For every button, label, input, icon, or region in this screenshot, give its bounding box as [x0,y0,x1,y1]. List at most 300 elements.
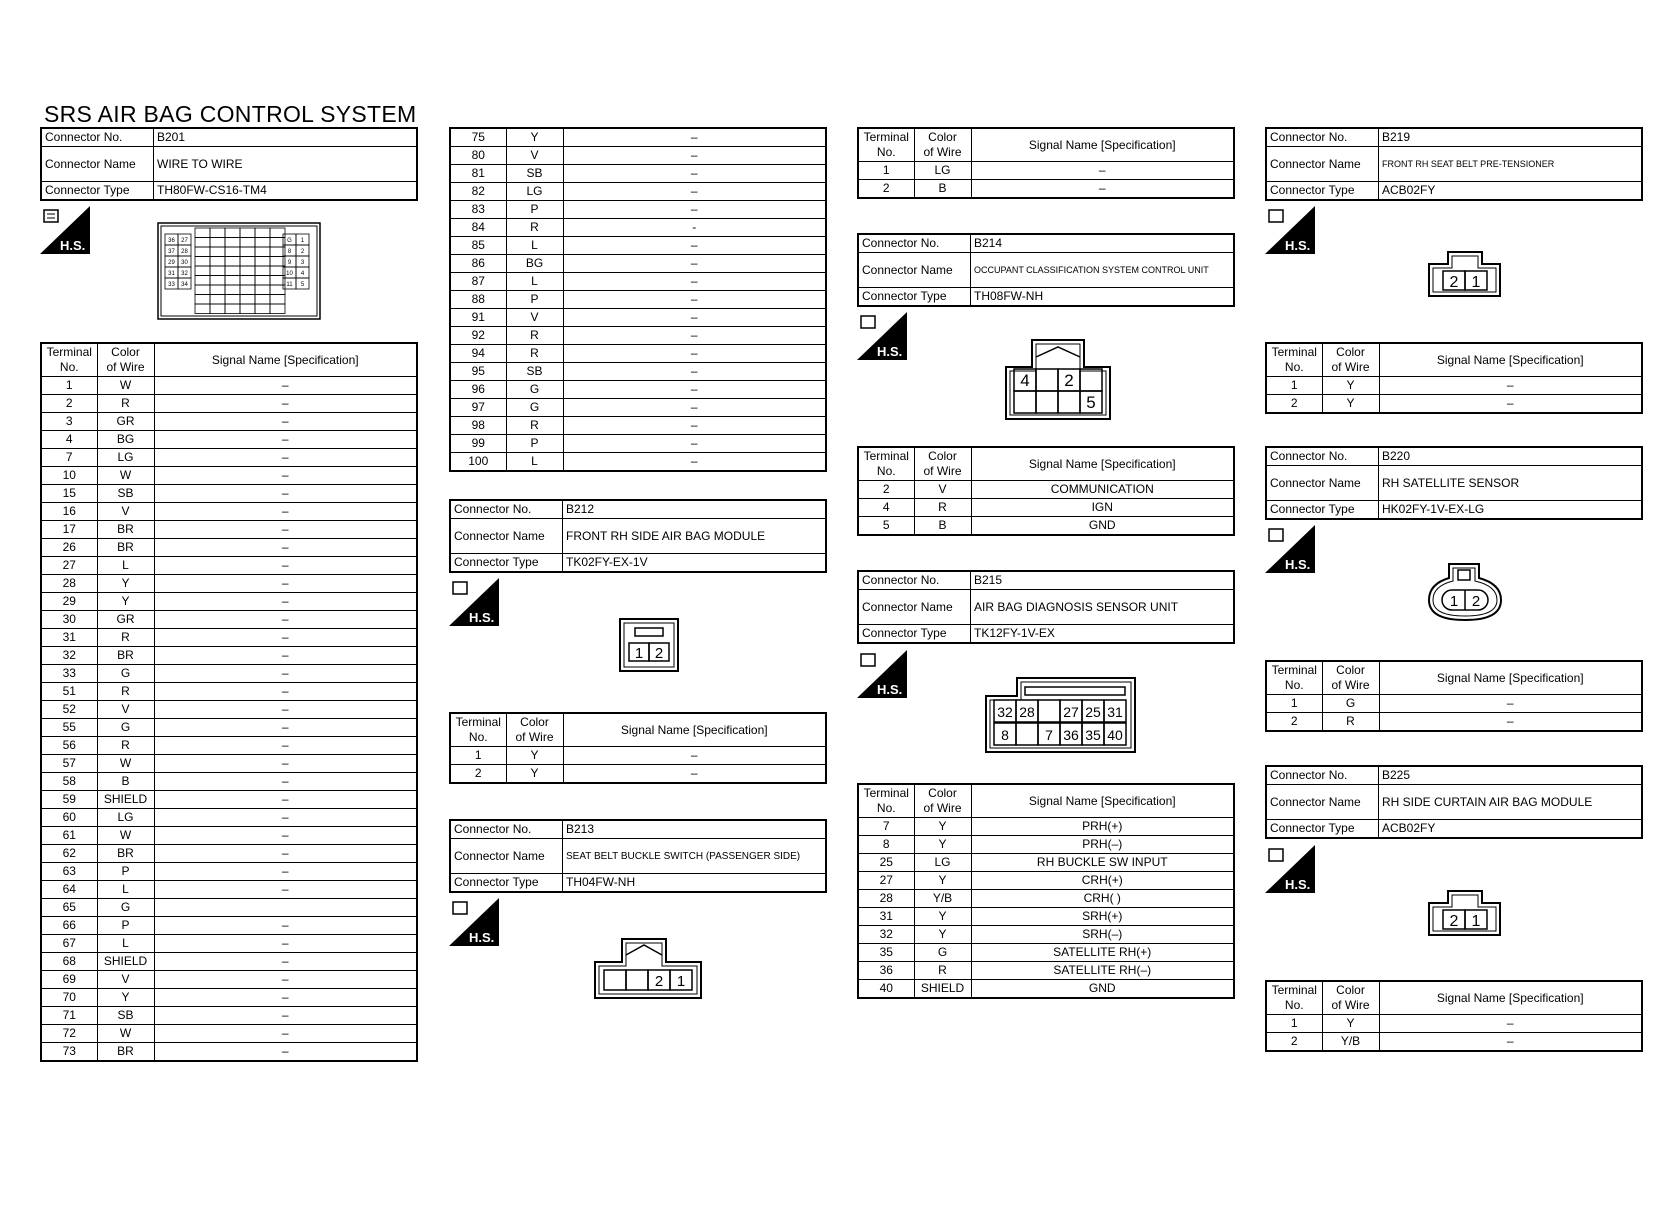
table-row [858,854,1234,872]
table-row [450,417,826,435]
b201-pin-cell [240,276,255,286]
wire-color: G [506,399,563,417]
signal-name: – [1379,1015,1642,1033]
table-row [858,162,1234,180]
signal-name: IGN [971,499,1234,517]
b201-pin-cell [225,304,240,314]
b215-pin: 25 [1085,704,1101,720]
b201-pin-cell [210,247,225,257]
b201-pin: 10 [286,271,293,277]
b201-pin-cell [195,295,210,305]
b201-pin: 33 [168,282,175,288]
b201-no: B201 [154,128,418,147]
table-row [450,435,826,453]
table-row [858,944,1234,962]
terminal-no: 27 [858,872,914,890]
terminal-no: 58 [41,773,97,791]
header-signal: Signal Name [Specification] [971,784,1234,818]
terminal-no: 61 [41,827,97,845]
b215-connector-diagram [985,676,1137,754]
table-row [858,517,1234,536]
header-terminal: Terminal No. [858,128,914,162]
b212-name: FRONT RH SIDE AIR BAG MODULE [563,519,827,554]
b219-name: FRONT RH SEAT BELT PRE-TENSIONER [1379,147,1643,182]
terminal-no: 92 [450,327,506,345]
wire-color: Y [1322,395,1379,414]
label-connector-type: Connector Type [450,874,563,893]
terminal-no: 99 [450,435,506,453]
wire-color: B [97,773,154,791]
b201-pin-cell [270,304,285,314]
signal-name: – [154,863,417,881]
label-connector-type: Connector Type [1266,501,1379,520]
b220-no: B220 [1379,447,1643,466]
terminal-no: 8 [858,836,914,854]
wire-color: R [506,417,563,435]
signal-name: – [154,485,417,503]
b225-connector-diagram [1428,889,1502,937]
terminal-no: 1 [1266,695,1322,713]
b215-pin: 7 [1045,727,1053,743]
hs-label: H.S. [877,682,903,697]
wire-color: BG [97,431,154,449]
signal-name: – [154,719,417,737]
wire-color: BR [97,1043,154,1062]
terminal-no: 62 [41,845,97,863]
b212-table [449,712,827,784]
header-signal: Signal Name [Specification] [1379,661,1642,695]
table-row [858,908,1234,926]
signal-name: RH BUCKLE SW INPUT [971,854,1234,872]
wire-color: W [97,755,154,773]
wire-color: BR [97,539,154,557]
table-row [41,1025,417,1043]
terminal-no: 35 [858,944,914,962]
terminal-no: 55 [41,719,97,737]
terminal-no: 32 [858,926,914,944]
table-row [858,481,1234,499]
signal-name: – [154,935,417,953]
terminal-no: 1 [1266,377,1322,395]
signal-name: – [154,413,417,431]
b214-table [857,446,1235,536]
wire-color: W [97,377,154,395]
table-row [41,935,417,953]
table-row [41,611,417,629]
b201-pin-cell [195,238,210,248]
table-row [41,539,417,557]
b201-pin: 27 [181,238,188,244]
signal-name: – [154,629,417,647]
table-row [450,183,826,201]
table-row [450,309,826,327]
b219-type: ACB02FY [1379,182,1643,201]
b213-info [449,819,827,893]
label-connector-type: Connector Type [1266,182,1379,201]
label-connector-type: Connector Type [1266,820,1379,839]
terminal-no: 82 [450,183,506,201]
signal-name: – [154,539,417,557]
wire-color: R [506,327,563,345]
wire-color: SB [97,1007,154,1025]
b201-pin: 34 [181,282,188,288]
b213-pin: 2 [654,973,664,990]
b201-pin-cell [255,257,270,267]
header-color: Color of Wire [914,447,971,481]
b201-pin-cell [225,257,240,267]
hs-label: H.S. [1285,557,1311,572]
table-row [41,917,417,935]
signal-name: – [154,953,417,971]
terminal-no: 2 [858,481,914,499]
header-terminal: Terminal No. [1266,661,1322,695]
b220-name: RH SATELLITE SENSOR [1379,466,1643,501]
table-row [858,499,1234,517]
terminal-no: 56 [41,737,97,755]
wire-color: R [1322,713,1379,732]
signal-name: – [154,755,417,773]
label-connector-no: Connector No. [450,820,563,839]
b220-connector-diagram [1427,562,1503,622]
b215-table [857,783,1235,999]
label-connector-type: Connector Type [858,625,971,644]
signal-name: – [154,557,417,575]
b220-pin: 2 [1471,593,1481,610]
b225-type: ACB02FY [1379,820,1643,839]
terminal-no: 60 [41,809,97,827]
table-row [41,593,417,611]
b201-pin: 9 [287,260,292,266]
b201-pin-cell [195,285,210,295]
table-row [1266,713,1642,732]
header-color: Color of Wire [914,128,971,162]
hs-label: H.S. [1285,238,1311,253]
header-signal: Signal Name [Specification] [154,343,417,377]
table-row [858,836,1234,854]
hs-icon [1265,206,1315,254]
wire-color: Y [914,836,971,854]
b201-pin: 2 [300,249,305,255]
label-connector-name: Connector Name [450,519,563,554]
table-row [41,1043,417,1062]
b201-pin: 30 [181,260,188,266]
b219-no: B219 [1379,128,1643,147]
signal-name: SATELLITE RH(+) [971,944,1234,962]
b201-pin-cell [240,304,255,314]
wire-color: W [97,467,154,485]
table-row [450,345,826,363]
terminal-no: 83 [450,201,506,219]
signal-name: GND [971,980,1234,999]
table-row [1266,1033,1642,1052]
table-row [41,521,417,539]
b201-pin: 31 [168,271,175,277]
table-row [450,237,826,255]
label-connector-no: Connector No. [858,571,971,590]
b220-table [1265,660,1643,732]
wire-color: LG [914,854,971,872]
terminal-no: 1 [41,377,97,395]
table-row [1266,1015,1642,1033]
terminal-no: 28 [41,575,97,593]
b219-info [1265,127,1643,201]
hs-label: H.S. [1285,877,1311,892]
signal-name: – [563,381,826,399]
b201-pin-cell [210,266,225,276]
signal-name: – [154,521,417,539]
b201-pin-cell [225,238,240,248]
terminal-no: 71 [41,1007,97,1025]
signal-name: GND [971,517,1234,536]
table-row [450,255,826,273]
b201-pin: 5 [300,282,305,288]
hs-icon [857,650,907,698]
terminal-no: 73 [41,1043,97,1062]
b201-pin-cell [240,228,255,238]
wire-color: V [506,147,563,165]
b201-pin: 4 [300,271,305,277]
wire-color: G [97,719,154,737]
b201-pin-cell [210,257,225,267]
b214-pin: 4 [1020,371,1030,390]
wire-color: LG [97,449,154,467]
terminal-no: 81 [450,165,506,183]
b220-pin: 1 [1449,593,1459,610]
signal-name: – [154,593,417,611]
terminal-no: 57 [41,755,97,773]
b201-pin: 3 [300,260,305,266]
terminal-no: 51 [41,683,97,701]
terminal-no: 68 [41,953,97,971]
b214-pin: 5 [1086,393,1096,412]
b201-pin: 8 [287,249,292,255]
signal-name: – [154,575,417,593]
b201-pin-cell [270,295,285,305]
terminal-no: 29 [41,593,97,611]
signal-name: – [154,431,417,449]
terminal-no: 2 [1266,1033,1322,1052]
signal-name: – [563,183,826,201]
signal-name: – [563,273,826,291]
table-row [858,926,1234,944]
hs-label: H.S. [60,238,86,253]
b215-pin: 36 [1063,727,1079,743]
wire-color: BR [97,521,154,539]
b214-name: OCCUPANT CLASSIFICATION SYSTEM CONTROL UNIT [971,253,1235,288]
signal-name: – [971,180,1234,199]
b201-pin-cell [240,257,255,267]
wire-color: Y [914,818,971,836]
b212-no: B212 [563,500,827,519]
header-signal: Signal Name [Specification] [1379,981,1642,1015]
signal-name: – [563,309,826,327]
b215-name: AIR BAG DIAGNOSIS SENSOR UNIT [971,590,1235,625]
table-row [41,395,417,413]
signal-name: – [971,162,1234,180]
b215-pin: 32 [997,704,1013,720]
signal-name: – [154,467,417,485]
wire-color: L [506,237,563,255]
table-row [41,413,417,431]
b201-pin: 1 [300,238,305,244]
b214-type: TH08FW-NH [971,288,1235,307]
wire-color: Y [1322,377,1379,395]
terminal-no: 40 [858,980,914,999]
wire-color: R [97,395,154,413]
table-row [41,683,417,701]
b201-pin-cell [225,247,240,257]
terminal-no: 27 [41,557,97,575]
terminal-no: 28 [858,890,914,908]
b225-pin: 2 [1449,913,1459,930]
signal-name: - [563,219,826,237]
terminal-no: 84 [450,219,506,237]
signal-name: SATELLITE RH(–) [971,962,1234,980]
terminal-no: 67 [41,935,97,953]
table-row [858,890,1234,908]
b201-info [40,127,418,201]
b201-pin-cell [195,276,210,286]
signal-name: – [154,809,417,827]
wire-color: G [97,899,154,917]
wire-color: L [506,273,563,291]
terminal-no: 26 [41,539,97,557]
hs-icon [857,312,907,360]
terminal-no: 36 [858,962,914,980]
signal-name: – [563,363,826,381]
label-connector-name: Connector Name [450,839,563,874]
table-row [41,827,417,845]
table-row [41,809,417,827]
terminal-no: 30 [41,611,97,629]
table-row [450,381,826,399]
terminal-no: 100 [450,453,506,472]
b219-connector-diagram [1428,250,1502,298]
b213-table [857,127,1235,199]
terminal-no: 2 [858,180,914,199]
table-row [450,273,826,291]
label-connector-no: Connector No. [450,500,563,519]
wire-color: Y [1322,1015,1379,1033]
wire-color: Y [97,593,154,611]
b201-pin-cell [195,304,210,314]
wire-color: P [506,291,563,309]
b220-info [1265,446,1643,520]
b225-info [1265,765,1643,839]
b215-pin: 31 [1107,704,1123,720]
wire-color: Y [914,926,971,944]
wire-color: V [914,481,971,499]
signal-name: – [1379,713,1642,732]
terminal-no: 80 [450,147,506,165]
table-row [858,180,1234,199]
wire-color: SHIELD [97,791,154,809]
b201-pin-cell [225,266,240,276]
table-row [41,989,417,1007]
b201-pin-cell [255,266,270,276]
b201-pin: 11 [286,282,293,288]
terminal-no: 97 [450,399,506,417]
table-row [41,863,417,881]
terminal-no: 15 [41,485,97,503]
table-row [41,629,417,647]
header-terminal: Terminal No. [450,713,506,747]
b201-pin-cell [210,285,225,295]
signal-name: – [154,827,417,845]
wire-color: L [97,557,154,575]
b201-connector-diagram [157,222,321,322]
wire-color: G [914,944,971,962]
signal-name: – [154,449,417,467]
b213-connector-diagram [594,935,704,999]
wire-color: L [97,881,154,899]
terminal-no: 2 [450,765,506,784]
table-row [41,431,417,449]
wire-color: SB [97,485,154,503]
signal-name: – [154,1007,417,1025]
signal-name: – [563,147,826,165]
wire-color: SB [506,165,563,183]
b215-pin: 40 [1107,727,1123,743]
b213-name: SEAT BELT BUCKLE SWITCH (PASSENGER SIDE) [563,839,827,874]
terminal-no: 87 [450,273,506,291]
hs-icon [449,898,499,946]
table-row [41,773,417,791]
b201-pin-cell [255,295,270,305]
signal-name: – [563,165,826,183]
terminal-no: 4 [858,499,914,517]
table-row [41,953,417,971]
wire-color: LG [506,183,563,201]
table-row [450,747,826,765]
wire-color: R [506,345,563,363]
table-row [41,719,417,737]
terminal-no: 66 [41,917,97,935]
wire-color: P [506,435,563,453]
table-row [41,575,417,593]
table-row [858,818,1234,836]
signal-name: – [1379,1033,1642,1052]
terminal-no: 59 [41,791,97,809]
wire-color: V [97,971,154,989]
signal-name: – [563,453,826,472]
header-terminal: Terminal No. [41,343,97,377]
header-color: Color of Wire [914,784,971,818]
table-row [41,791,417,809]
wire-color: P [506,201,563,219]
b214-pin: 2 [1064,371,1074,390]
table-row [41,557,417,575]
signal-name: – [563,765,826,784]
signal-name: CRH( ) [971,890,1234,908]
header-color: Color of Wire [1322,981,1379,1015]
table-row [450,291,826,309]
terminal-no: 94 [450,345,506,363]
table-row [41,971,417,989]
wire-color: R [914,499,971,517]
signal-name: – [154,1025,417,1043]
table-row [450,765,826,784]
b201-pin: 32 [181,271,188,277]
wire-color: Y [914,908,971,926]
b201-pin-cell [255,304,270,314]
b201-type: TH80FW-CS16-TM4 [154,182,418,201]
terminal-no: 70 [41,989,97,1007]
b201-pin-cell [255,238,270,248]
table-row [41,701,417,719]
wire-color: B [914,517,971,536]
terminal-no: 63 [41,863,97,881]
